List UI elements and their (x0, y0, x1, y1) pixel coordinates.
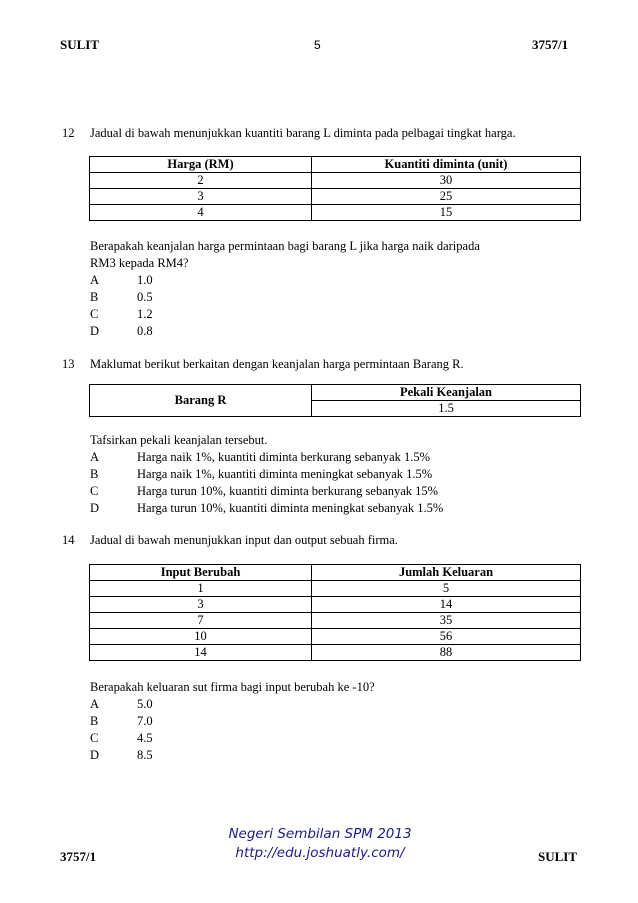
table-cell: 35 (312, 613, 581, 629)
q14-option-text: 5.0 (137, 697, 153, 711)
q12-table (89, 156, 581, 221)
table-row (90, 597, 581, 613)
q12-table-header: Harga (RM) (90, 157, 312, 173)
q14-option-text: 4.5 (137, 731, 153, 745)
q12-text: Jadual di bawah menunjukkan kuantiti barang L diminta pada pelbagai tingkat harga. (90, 126, 516, 140)
table-row (90, 205, 581, 221)
source-link[interactable]: http://edu.joshuatly.com/ (235, 845, 405, 861)
q13-table (89, 384, 581, 417)
table-cell: 25 (312, 189, 581, 205)
q12-question-line2: RM3 kepada RM4? (90, 256, 189, 270)
q13-table-value: 1.5 (312, 401, 581, 417)
q13-option-letter: A (90, 450, 100, 464)
table-cell: 5 (312, 581, 581, 597)
q12-option-letter: A (90, 273, 100, 287)
q12-number: 12 (62, 126, 75, 140)
q13-option-text: Harga naik 1%, kuantiti diminta meningkat sebanyak 1.5% (137, 467, 433, 481)
header-left: SULIT (60, 37, 100, 52)
table-cell: 7 (90, 613, 312, 629)
header-right: 3757/1 (532, 37, 569, 52)
q14-option-letter: B (90, 714, 99, 728)
q13-option-text: Harga turun 10%, kuantiti diminta berkurang sebanyak 15% (137, 484, 439, 498)
table-row (90, 173, 581, 189)
table-cell: 88 (312, 645, 581, 661)
table-cell: 10 (90, 629, 312, 645)
table-cell: 3 (90, 597, 312, 613)
table-row (90, 581, 581, 597)
table-cell: 30 (312, 173, 581, 189)
table-cell: 3 (90, 189, 312, 205)
table-cell: 1 (90, 581, 312, 597)
q14-table (89, 564, 581, 661)
q14-text: Jadual di bawah menunjukkan input dan output sebuah firma. (90, 533, 398, 547)
q12-option-text: 1.2 (137, 307, 153, 321)
q13-question: Tafsirkan pekali keanjalan tersebut. (90, 433, 268, 447)
table-cell: 56 (312, 629, 581, 645)
q12-option-letter: D (90, 324, 100, 338)
q13-table-left-header: Barang R (90, 385, 312, 417)
footer-left: 3757/1 (60, 849, 97, 864)
q13-option-text: Harga naik 1%, kuantiti diminta berkurang sebanyak 1.5% (137, 450, 431, 464)
q14-option-letter: A (90, 697, 100, 711)
q12-option-letter: C (90, 307, 99, 321)
q13-option-letter: C (90, 484, 99, 498)
q14-table-header: Jumlah Keluaran (312, 565, 581, 581)
q12-table-header: Kuantiti diminta (unit) (312, 157, 581, 173)
table-cell: 15 (312, 205, 581, 221)
q14-question: Berapakah keluaran sut firma bagi input berubah ke -10? (90, 680, 375, 694)
table-cell: 14 (312, 597, 581, 613)
q13-text: Maklumat berikut berkaitan dengan keanjalan harga permintaan Barang R. (90, 357, 464, 371)
q12-option-letter: B (90, 290, 99, 304)
page-number: 5 (314, 38, 321, 52)
q12-option-text: 1.0 (137, 273, 153, 287)
source-title: Negeri Sembilan SPM 2013 (228, 826, 412, 842)
q13-table-right-header: Pekali Keanjalan (312, 385, 581, 401)
table-cell: 14 (90, 645, 312, 661)
q14-option-letter: C (90, 731, 99, 745)
q14-option-text: 7.0 (137, 714, 153, 728)
q12-option-text: 0.8 (137, 324, 153, 338)
q14-option-text: 8.5 (137, 748, 153, 762)
table-row (90, 629, 581, 645)
footer-right: SULIT (538, 849, 578, 864)
q12-option-text: 0.5 (137, 290, 153, 304)
q14-number: 14 (62, 533, 75, 547)
q13-option-letter: D (90, 501, 100, 515)
table-row (90, 613, 581, 629)
q14-table-header: Input Berubah (90, 565, 312, 581)
q14-option-letter: D (90, 748, 100, 762)
table-cell: 2 (90, 173, 312, 189)
table-row (90, 189, 581, 205)
q13-option-text: Harga turun 10%, kuantiti diminta meningkat sebanyak 1.5% (137, 501, 444, 515)
table-row (90, 645, 581, 661)
q13-number: 13 (62, 357, 75, 371)
table-cell: 4 (90, 205, 312, 221)
q12-question-line1: Berapakah keanjalan harga permintaan bagi barang L jika harga naik daripada (90, 239, 480, 253)
q13-option-letter: B (90, 467, 99, 481)
